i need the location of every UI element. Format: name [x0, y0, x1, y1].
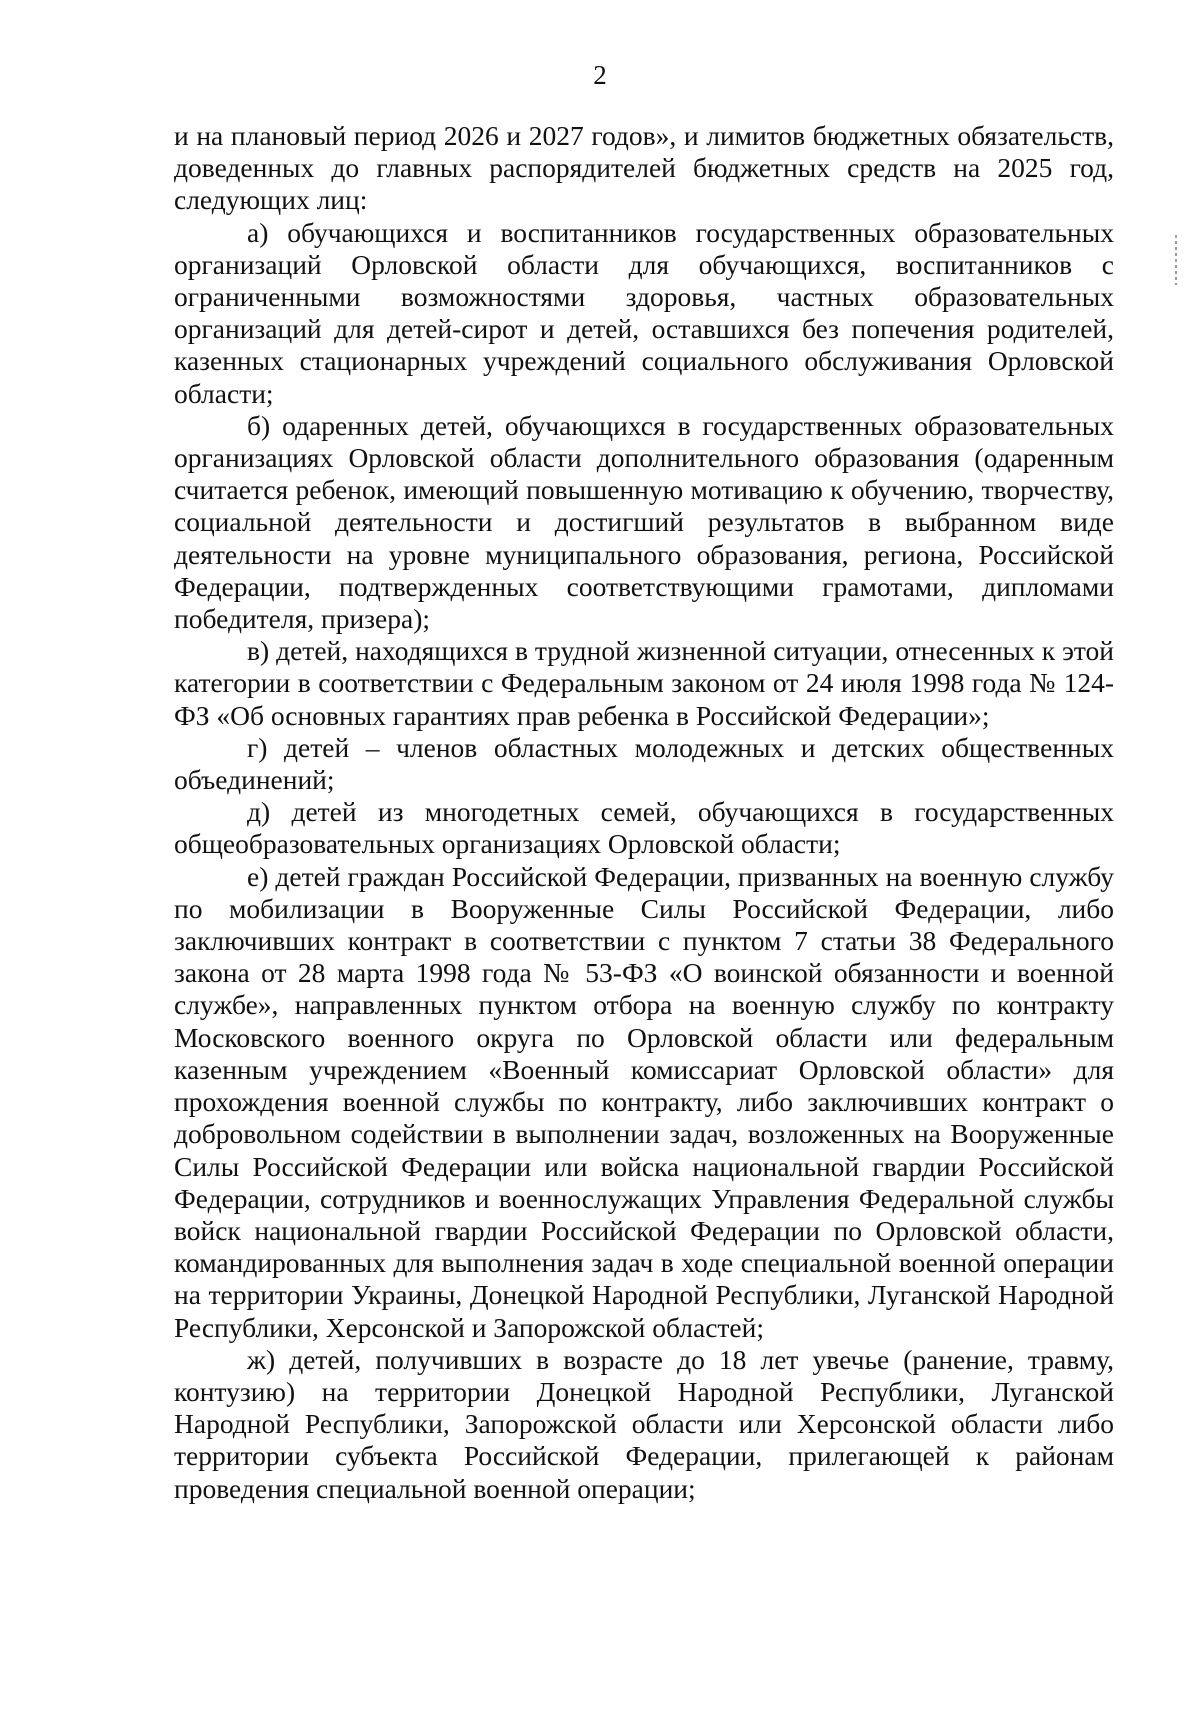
paragraph-item-e: е) детей граждан Российской Федерации, призванных на военную службу по мобилизации в Вооруженные Силы Российской Федерации, либо заключивших контракт в соответствии с пунктом 7 статьи 38 Федерального закона от 28 марта 1998 года № 53-ФЗ «О воинской обязанности и военной службе», направленных пунктом отбора на военную службу по контракту Московского военного округа по Орловской области или федеральным казенным учреждением «Военный комиссариат Орловской области» для прохождения военной службы по контракту, либо заключивших контракт о добровольном содействии в выполнении задач, возложенных на Вооруженные Силы Российской Федерации или войска национальной гвардии Российской Федерации, сотрудников и военнослужащих Управления Федеральной службы войск национальной гвардии Российской Федерации по Орловской области, командированных для выполнения задач в ходе специальной военной операции на территории Украины, Донецкой Народной Республики, Луганской Народной Республики, Херсонской и Запорожской областей;	[174, 860, 1114, 1343]
paragraph-item-zh: ж) детей, получивших в возрасте до 18 лет увечье (ранение, травму, контузию) на территории Донецкой Народной Республики, Луганской Народной Республики, Запорожской области или Херсонской области либо территории субъекта Российской Федерации, прилегающей к районам проведения специальной военной операции;	[174, 1343, 1114, 1504]
paragraph-item-b: б) одаренных детей, обучающихся в государственных образовательных организациях Орловской области дополнительного образования (одаренным считается ребенок, имеющий повышенную мотивацию к обучению, творчеству, социальной деятельности и достигший результатов в выбранном виде деятельности на уровне муниципального образования, региона, Российской Федерации, подтвержденных соответствующими грамотами, дипломами победителя, призера);	[174, 409, 1114, 635]
paragraph-item-d: д) детей из многодетных семей, обучающихся в государственных общеобразовательных организациях Орловской области;	[174, 796, 1114, 860]
paragraph-intro: и на плановый период 2026 и 2027 годов», и лимитов бюджетных обязательств, доведенных до главных распорядителей бюджетных средств на 2025 год, следующих лиц:	[174, 120, 1114, 216]
paragraph-item-g: г) детей – членов областных молодежных и детских общественных объединений;	[174, 731, 1114, 796]
paragraph-item-v: в) детей, находящихся в трудной жизненной ситуации, отнесенных к этой категории в соответствии с Федеральным законом от 24 июля 1998 года № 124-ФЗ «Об основных гарантиях прав ребенка в Российской Федерации»;	[174, 635, 1114, 731]
scan-margin-mark	[1175, 235, 1177, 285]
page-number: 2	[593, 60, 607, 90]
paragraph-item-a: а) обучающихся и воспитанников государственных образовательных организаций Орловской области для обучающихся, воспитанников с ограниченными возможностями здоровья, частных образовательных организаций для детей-сирот и детей, оставшихся без попечения родителей, казенных стационарных учреждений социального обслуживания Орловской области;	[174, 216, 1114, 409]
document-body	[174, 120, 1114, 1505]
